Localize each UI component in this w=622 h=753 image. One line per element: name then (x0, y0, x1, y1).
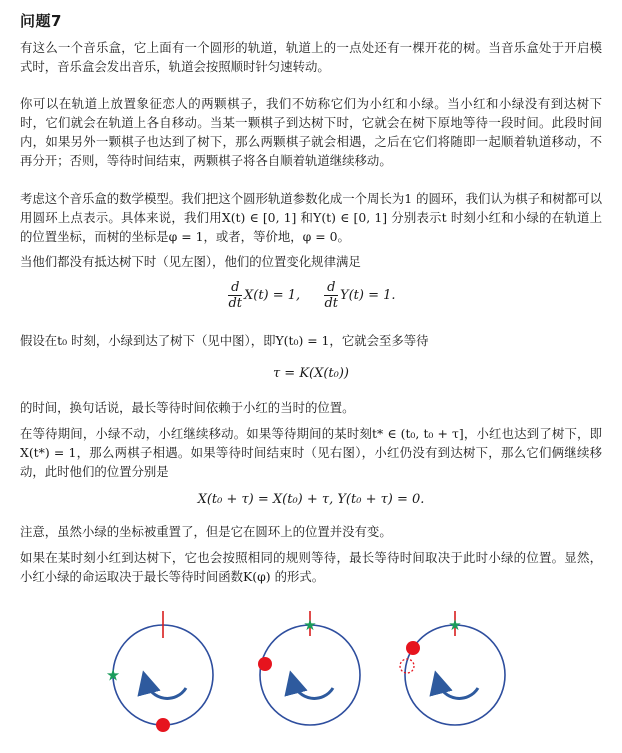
paragraph-fate: 如果在某时刻小红到达树下，它也会按照相同的规则等待，最长等待时间取决于此时小绿的位置。显然，小红小绿的命运取决于最长等待时间函数K(φ) 的形式。 (20, 550, 602, 584)
clockwise-arrow-icon (146, 682, 186, 698)
figure-middle-panel (258, 611, 360, 725)
fraction-d-dt-y (324, 280, 338, 311)
red-piece (406, 641, 420, 655)
paragraph-math-model: 考虑这个音乐盒的数学模型。我们把这个圆形轨道参数化成一个周长为1 的圆环，我们认为棋子和树都可以用圆环上点表示。具体来说，我们用X(t) ∈ [0, 1] 和Y(t) ∈ [0, 1] 分别表示t 时刻小红和小绿的在轨道上的位置坐标，而树的坐标是φ = 1，或者，等价地，φ = 0。 (20, 191, 602, 244)
paragraph-pieces-rules: 你可以在轨道上放置象征恋人的两颗棋子，我们不妨称它们为小红和小绿。当小红和小绿没有到达树下时，它们就会在轨道上各自移动。当某一颗棋子到达树下时，它就会在树下原地等待一段时间。此段时间内，如果另外一颗棋子也达到了树下，那么两颗棋子就会相遇，之后在它们将随即一起顺着轨道移动，不再分开；否则，等待时间结束，两颗棋子将各自顺着轨道继续移动。 (20, 96, 602, 168)
figure-row (0, 598, 622, 749)
paragraph-note: 注意，虽然小绿的坐标被重置了，但是它在圆环上的位置并没有变。 (20, 524, 392, 539)
paragraph-movement-law: 当他们都没有抵达树下时（见左图），他们的位置变化规律满足 (20, 254, 361, 269)
equation-positions: X(t₀ + τ) = X(t₀) + τ, Y(t₀ + τ) = 0. (197, 492, 425, 507)
paragraph-waiting-period: 在等待期间，小绿不动，小红继续移动。如果等待期间的某时刻t* ∈ (t₀, t₀ + τ]，小红也达到了树下，即X(t*) = 1，那么两棋子相遇。如果等待时间结束时（见右图），小红仍没有到达树下，那么它们俩继续移动，此时他们的位置分别是 (20, 426, 602, 479)
track-circle (405, 625, 505, 725)
fraction-denominator: dt (324, 296, 339, 311)
track-circle (260, 625, 360, 725)
fraction-d-dt-x (228, 280, 242, 311)
figure-left-panel (106, 611, 213, 732)
green-piece-star-icon: ★ (105, 665, 121, 685)
paragraph-green-arrives: 假设在t₀ 时刻，小绿到达了树下（见中图），即Y(t₀) = 1，它就会至多等待 (20, 333, 429, 348)
green-piece-star-icon: ★ (448, 616, 462, 634)
paragraph-music-box: 有这么一个音乐盒，它上面有一个圆形的轨道，轨道上的一点处还有一棵开花的树。当音乐盒处于开启模式时，音乐盒会发出音乐，轨道会按照顺时针匀速转动。 (20, 40, 602, 74)
green-piece-star-icon: ★ (303, 616, 317, 634)
clockwise-arrow-icon (438, 682, 478, 698)
figure-right-panel (400, 611, 505, 725)
equation-tau: τ = K(X(t₀)) (272, 366, 350, 381)
equation-derivatives (20, 280, 602, 311)
clockwise-arrow-icon (293, 682, 333, 698)
equation-y-part: Y(t) = 1. (340, 288, 396, 303)
figure-svg (0, 598, 622, 749)
red-piece (258, 657, 272, 671)
red-piece (156, 718, 170, 732)
fraction-numerator: d (324, 280, 338, 296)
fraction-denominator: dt (228, 296, 242, 311)
problem-title: 问题7 (20, 12, 62, 30)
paragraph-wait-depends: 的时间，换句话说，最长等待时间依赖于小红的当时的位置。 (20, 400, 355, 415)
track-circle (113, 625, 213, 725)
fraction-numerator: d (228, 280, 242, 296)
equation-x-part: X(t) = 1, (244, 288, 301, 303)
